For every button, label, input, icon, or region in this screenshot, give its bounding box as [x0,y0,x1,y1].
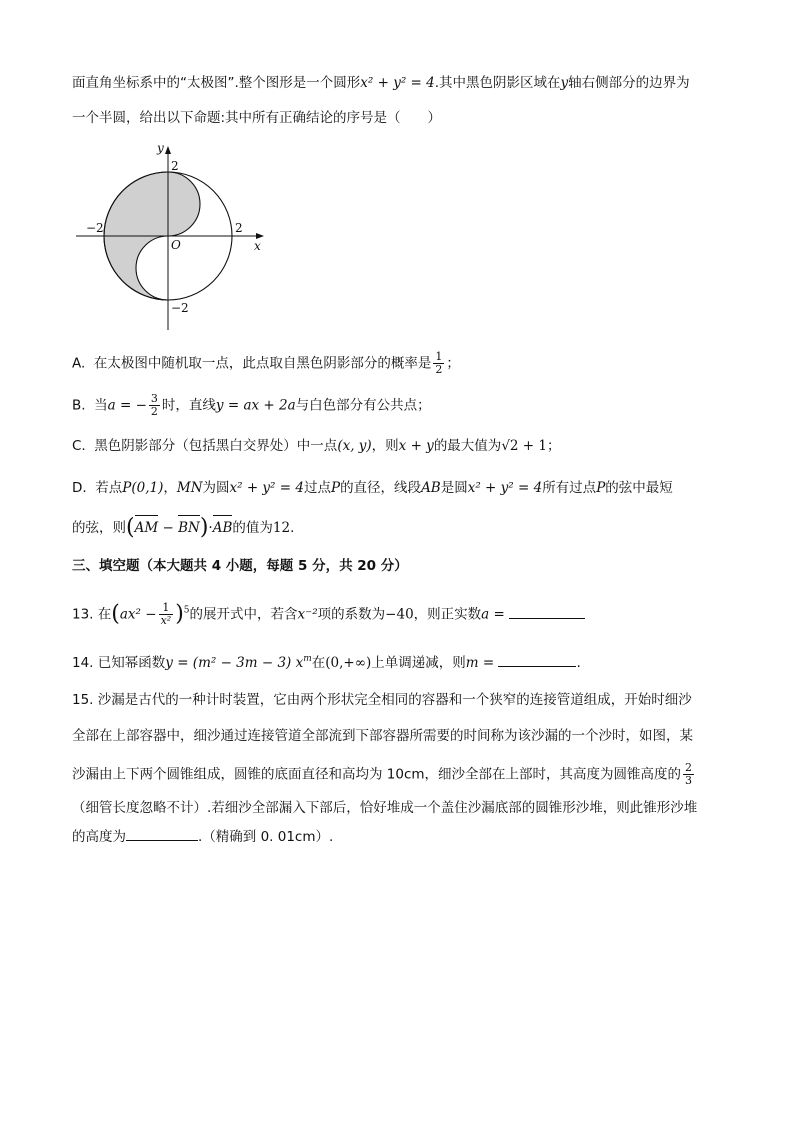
q15-answer-blank[interactable] [126,826,198,841]
option-a [72,351,460,376]
option-d-ab: AB [421,480,441,496]
option-d-text-a: 若点 [95,480,123,496]
q13-left-paren: ( [111,601,120,627]
q13-right-paren: ) [175,601,184,627]
option-d-mn: MN [176,480,203,496]
fraction-denominator: x² [160,614,172,627]
q15-text-a: 的高度为 [72,829,126,845]
option-b-var: a = − [107,397,147,414]
question-15-line-3 [72,762,696,787]
q14-exponent: m [303,654,312,664]
fraction-numerator: 1 [159,602,174,615]
option-a-fraction [433,351,444,376]
q15-text-b: .（精确到 0. 01cm）. [198,829,334,845]
q14-text-a: 已知幂函数 [97,655,166,671]
vector-ab: AB [212,520,233,536]
q13-coef: −40 [385,606,414,623]
vector-bn: BN [178,520,200,536]
option-a-text: 在太极图中随机取一点，此点取自黑色阴影部分的概率是 [93,355,432,372]
fraction-numerator: 3 [150,392,158,405]
question-13 [72,602,585,627]
intro-line-2: 一个半圆，给出以下命题:其中所有正确结论的序号是（ ） [72,110,442,126]
tick-label-top: 2 [171,159,179,173]
q14-text-b: 在 [311,655,326,671]
q13-answer-blank[interactable] [509,604,585,619]
option-d-point-p: P(0,1) [122,480,164,496]
minus-sign: − [158,520,179,536]
q13-fraction [159,602,174,627]
q13-term: x⁻² [297,606,318,623]
option-d2-value: 12 [272,520,291,536]
question-14 [72,652,581,673]
option-d-label: D. [72,480,87,496]
q13-text-c: 项的系数为 [317,606,386,623]
intro-text-b: .其中黑色阴影区域在 [434,75,561,91]
q14-end: . [576,655,581,671]
option-d2-text-a: 的弦，则 [72,520,126,536]
q13-number: 13. [72,606,94,623]
option-d-text-d: 过点 [303,480,331,496]
tick-label-bottom: −2 [171,301,189,315]
option-a-label: A. [72,355,86,372]
fraction-numerator: 1 [435,350,443,363]
q14-interval: (0,+∞) [325,655,372,671]
q14-function: y = (m² − 3m − 3) x [165,655,304,671]
y-axis-label: y [157,141,164,155]
q14-text-c: 上单调递减，则 [371,655,466,671]
option-c-value: √2 + 1 [501,438,547,454]
option-d-p2: P [330,480,341,496]
option-d-eq1: x² + y² = 4 [229,480,304,496]
x-axis-label: x [254,239,261,253]
option-c [72,436,561,456]
q13-power: 5 [183,605,190,616]
intro-line-1 [72,73,690,93]
option-d-text-e: 的直径，线段 [340,480,422,496]
q13-expr: ax² − [119,606,157,623]
y-axis-arrow [165,146,171,154]
option-c-point: (x, y) [337,438,372,454]
vector-am: AM [134,520,159,536]
intro-text-a: 面直角坐标系中的“太极图”.整个图形是一个圆形 [72,75,361,91]
option-d-line-2 [72,515,295,540]
fraction-denominator: 2 [150,405,158,418]
option-c-text-c: 的最大值为 [433,438,502,454]
fraction-numerator: 2 [685,761,693,774]
origin-label: O [171,238,181,252]
option-d-p3: P [596,480,606,496]
option-d2-text-b: 的值为 [232,520,273,536]
intro-text-c: 轴右侧部分的边界为 [568,75,690,91]
q14-var: m = [465,655,495,671]
option-c-label: C. [72,438,86,454]
option-c-text-b: ，则 [371,438,399,454]
option-d-text-f: 是圆 [440,480,468,496]
option-d-text-c: 为圆 [202,480,230,496]
option-b-text-a: 当 [94,397,108,414]
option-b-fraction [149,393,160,418]
left-paren: ( [126,515,135,540]
q13-text-b: 的展开式中，若含 [189,606,298,623]
right-paren: ) [199,515,209,540]
y-variable: y [560,75,569,91]
option-d-text-g: 所有过点 [542,480,597,496]
question-15-line-1: 15. 沙漏是古代的一种计时装置，它由两个形状完全相同的容器和一个狭窄的连接管道组成，开始时细沙 [72,692,692,708]
section-3-heading: 三、填空题（本大题共 4 小题，每题 5 分，共 20 分） [72,558,408,574]
option-c-expr: x + y [398,438,434,454]
tick-label-left: −2 [86,221,104,235]
option-d-text-h: 的弦中最短 [605,480,673,496]
option-d-text-b: ， [163,480,177,496]
option-b-text-b: 时，直线 [161,397,216,414]
fraction-denominator: 2 [435,363,443,376]
option-b [72,393,431,418]
option-b-label: B. [72,397,86,414]
option-d [72,478,673,498]
question-15-line-5 [72,826,333,847]
q13-text-a: 在 [97,606,112,623]
q13-text-d: ，则正实数 [413,606,482,623]
option-d2-end: . [290,520,295,536]
question-15-line-2: 全部在上部容器中，细沙通过连接管道全部流到下部容器所需要的时间称为该沙漏的一个沙时，如图，某 [72,728,693,744]
option-b-text-c: 与白色部分有公共点； [295,397,431,414]
fraction-denominator: 3 [685,774,693,787]
taiji-figure [74,140,284,335]
tick-label-right: 2 [235,221,243,235]
question-15-line-4: （细管长度忽略不计）.若细沙全部漏入下部后，恰好堆成一个盖住沙漏底部的圆锥形沙堆，则此锥形沙堆 [72,800,698,816]
option-b-line-eq: y = ax + 2a [215,397,296,414]
option-c-text-a: 黑色阴影部分（包括黑白交界处）中一点 [94,438,338,454]
q13-var: a = [481,606,505,623]
q15-line-3-text: 沙漏由上下两个圆锥组成，圆锥的底面直径和高均为 10cm，细沙全部在上部时，其高度为圆锥高度的 [72,766,682,783]
q14-number: 14. [72,655,94,671]
dot-operator: · [208,520,213,536]
q14-answer-blank[interactable] [498,652,576,667]
option-d-eq2: x² + y² = 4 [467,480,543,496]
option-c-end: ； [547,438,561,454]
q15-fraction [683,762,694,787]
option-a-end: ； [446,355,460,372]
circle-equation: x² + y² = 4 [360,75,435,91]
